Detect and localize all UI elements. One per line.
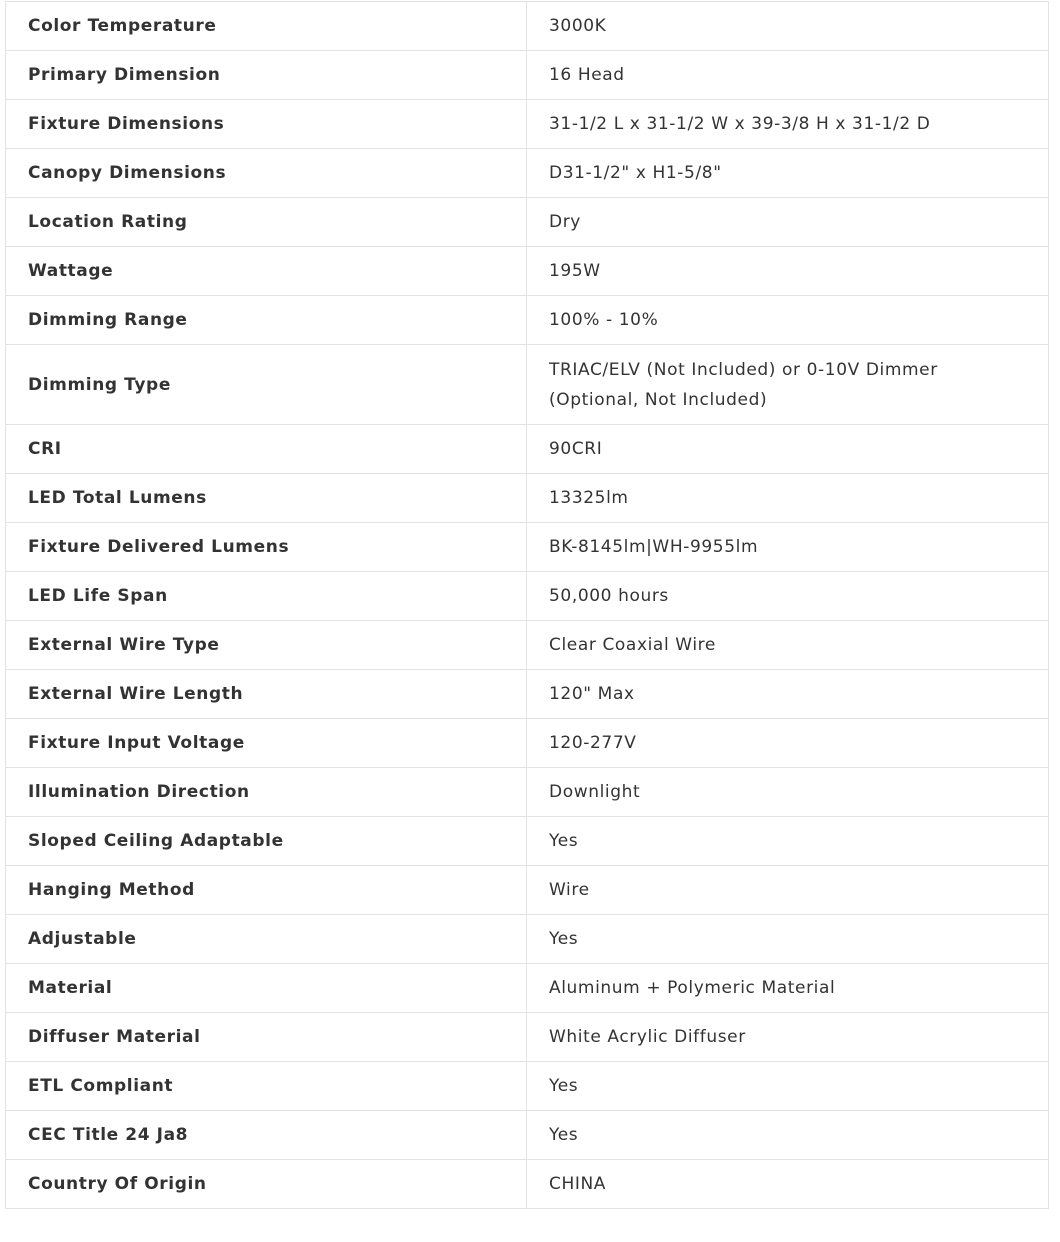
table-row-hanging-method: [6, 866, 1049, 915]
spec-label: Fixture Input Voltage: [6, 719, 527, 768]
spec-value: 90CRI: [527, 425, 1049, 474]
spec-value: 13325lm: [527, 474, 1049, 523]
spec-value: 3000K: [527, 2, 1049, 51]
table-row-external-wire-type: [6, 621, 1049, 670]
table-row-fixture-delivered-lumens: [6, 523, 1049, 572]
spec-value: Aluminum + Polymeric Material: [527, 964, 1049, 1013]
spec-label: Adjustable: [6, 915, 527, 964]
spec-label: Primary Dimension: [6, 51, 527, 100]
spec-value: D31-1/2" x H1-5/8": [527, 149, 1049, 198]
spec-value: TRIAC/ELV (Not Included) or 0-10V Dimmer (Optional, Not Included): [527, 345, 1049, 425]
specifications-table-body: [6, 2, 1049, 1209]
table-row-cri: [6, 425, 1049, 474]
spec-value: Wire: [527, 866, 1049, 915]
spec-label: Canopy Dimensions: [6, 149, 527, 198]
spec-value: White Acrylic Diffuser: [527, 1013, 1049, 1062]
spec-label: Dimming Range: [6, 296, 527, 345]
table-row-cec-title-24-ja8: [6, 1111, 1049, 1160]
spec-value: Dry: [527, 198, 1049, 247]
table-row-wattage: [6, 247, 1049, 296]
spec-label: External Wire Type: [6, 621, 527, 670]
spec-value: CHINA: [527, 1160, 1049, 1209]
spec-label: LED Total Lumens: [6, 474, 527, 523]
spec-label: Sloped Ceiling Adaptable: [6, 817, 527, 866]
spec-label: Fixture Dimensions: [6, 100, 527, 149]
table-row-diffuser-material: [6, 1013, 1049, 1062]
spec-value: 120-277V: [527, 719, 1049, 768]
specifications-table: [5, 1, 1049, 1209]
table-row-material: [6, 964, 1049, 1013]
spec-label: Location Rating: [6, 198, 527, 247]
spec-label: Country Of Origin: [6, 1160, 527, 1209]
table-row-canopy-dimensions: [6, 149, 1049, 198]
table-row-fixture-input-voltage: [6, 719, 1049, 768]
spec-value: Clear Coaxial Wire: [527, 621, 1049, 670]
table-row-illumination-direction: [6, 768, 1049, 817]
table-row-led-total-lumens: [6, 474, 1049, 523]
spec-label: Color Temperature: [6, 2, 527, 51]
spec-value: 100% - 10%: [527, 296, 1049, 345]
spec-value: BK-8145lm|WH-9955lm: [527, 523, 1049, 572]
spec-value: Yes: [527, 1062, 1049, 1111]
table-row-adjustable: [6, 915, 1049, 964]
table-row-country-of-origin: [6, 1160, 1049, 1209]
table-row-fixture-dimensions: [6, 100, 1049, 149]
spec-value: 31-1/2 L x 31-1/2 W x 39-3/8 H x 31-1/2 D: [527, 100, 1049, 149]
spec-label: Dimming Type: [6, 345, 527, 425]
spec-value: Yes: [527, 915, 1049, 964]
spec-label: Material: [6, 964, 527, 1013]
spec-value: Yes: [527, 817, 1049, 866]
spec-value: 120" Max: [527, 670, 1049, 719]
table-row-etl-compliant: [6, 1062, 1049, 1111]
spec-label: CEC Title 24 Ja8: [6, 1111, 527, 1160]
table-row-location-rating: [6, 198, 1049, 247]
table-row-color-temperature: [6, 2, 1049, 51]
table-row-dimming-range: [6, 296, 1049, 345]
spec-label: Hanging Method: [6, 866, 527, 915]
spec-value: Yes: [527, 1111, 1049, 1160]
table-row-sloped-ceiling-adaptable: [6, 817, 1049, 866]
table-row-dimming-type: [6, 345, 1049, 425]
table-row-primary-dimension: [6, 51, 1049, 100]
spec-label: Illumination Direction: [6, 768, 527, 817]
spec-label: Wattage: [6, 247, 527, 296]
spec-value: 16 Head: [527, 51, 1049, 100]
spec-label: LED Life Span: [6, 572, 527, 621]
spec-label: ETL Compliant: [6, 1062, 527, 1111]
spec-label: External Wire Length: [6, 670, 527, 719]
spec-label: Diffuser Material: [6, 1013, 527, 1062]
table-row-external-wire-length: [6, 670, 1049, 719]
spec-label: Fixture Delivered Lumens: [6, 523, 527, 572]
spec-value: 195W: [527, 247, 1049, 296]
spec-value: Downlight: [527, 768, 1049, 817]
table-row-led-life-span: [6, 572, 1049, 621]
spec-label: CRI: [6, 425, 527, 474]
spec-value: 50,000 hours: [527, 572, 1049, 621]
